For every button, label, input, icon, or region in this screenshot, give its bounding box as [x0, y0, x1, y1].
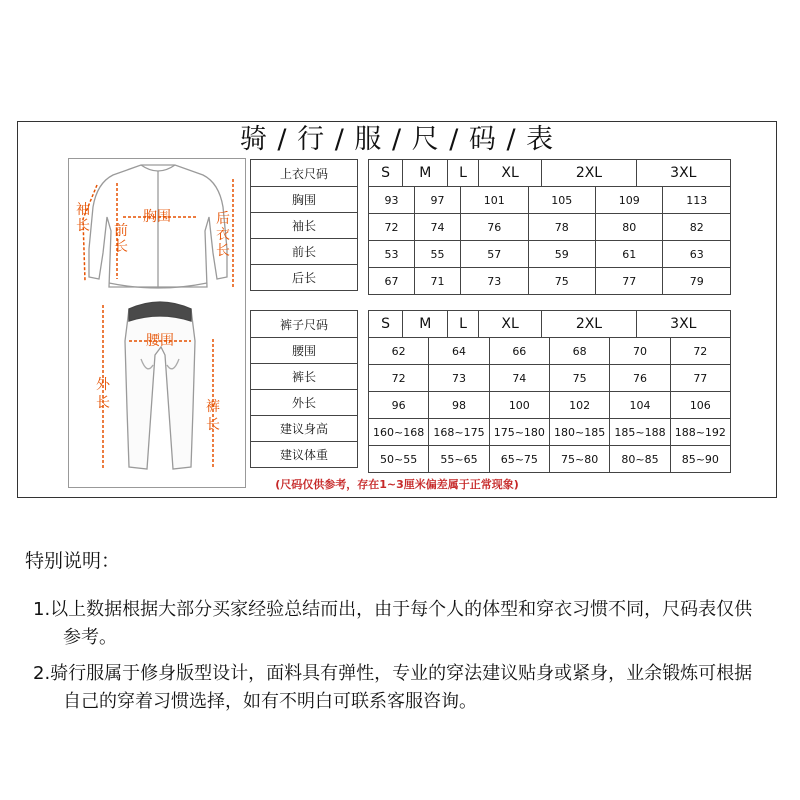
cell: 75: [528, 268, 595, 295]
top-size-l: L: [448, 160, 478, 187]
table-row: [369, 241, 731, 268]
top-label-table: [250, 159, 358, 291]
top-label-header: 上衣尺码: [251, 160, 358, 187]
cell: 180~185: [549, 419, 609, 446]
label-back-3: 长: [216, 242, 230, 258]
cell: 72: [369, 365, 429, 392]
garment-figure: [68, 158, 246, 488]
cell: 85~90: [670, 446, 730, 473]
notes-title: 特别说明：: [25, 550, 121, 572]
table-row: [369, 446, 731, 473]
top-size-header: [368, 159, 731, 187]
cell: 71: [415, 268, 461, 295]
cell: 72: [369, 214, 415, 241]
top-row-label: 后长: [251, 265, 358, 291]
bottom-row-label: 建议体重: [251, 442, 358, 468]
cell: 76: [461, 214, 528, 241]
label-outer-2: 长: [96, 394, 110, 410]
size-chart-frame: [17, 121, 777, 498]
cell: 80~85: [610, 446, 670, 473]
table-row: [369, 187, 731, 214]
label-front-1: 前: [114, 222, 128, 238]
cell: 98: [429, 392, 489, 419]
cell: 160~168: [369, 419, 429, 446]
cell: 74: [415, 214, 461, 241]
bottom-size-m: M: [403, 311, 448, 338]
note-item: 1.以上数据根据大部分买家经验总结而出，由于每个人的体型和穿衣习惯不同，尺码表仅供参考。: [33, 599, 753, 648]
cell: 70: [610, 338, 670, 365]
bottom-size-2xl: 2XL: [542, 311, 636, 338]
jersey-drawing: [89, 165, 227, 288]
bottom-row-label: 裤长: [251, 364, 358, 390]
cell: 105: [528, 187, 595, 214]
top-size-3xl: 3XL: [636, 160, 730, 187]
cell: 72: [670, 338, 730, 365]
cell: 104: [610, 392, 670, 419]
bottom-size-l: L: [448, 311, 478, 338]
label-front-2: 长: [114, 238, 128, 254]
label-outer-1: 外: [96, 376, 110, 392]
cell: 57: [461, 241, 528, 268]
cell: 73: [461, 268, 528, 295]
bottom-size-xl: XL: [478, 311, 542, 338]
bottom-size-header: [368, 310, 731, 338]
bottom-size-3xl: 3XL: [636, 311, 730, 338]
cell: 100: [489, 392, 549, 419]
cell: 96: [369, 392, 429, 419]
top-size-m: M: [403, 160, 448, 187]
cell: 185~188: [610, 419, 670, 446]
cell: 68: [549, 338, 609, 365]
label-back-2: 衣: [216, 226, 230, 242]
cell: 97: [415, 187, 461, 214]
table-row: [369, 338, 731, 365]
bottom-row-label: 腰围: [251, 338, 358, 364]
cell: 55: [415, 241, 461, 268]
garment-illustration: [69, 159, 247, 489]
label-pants-2: 长: [206, 416, 220, 432]
table-row: [369, 392, 731, 419]
cell: 75: [549, 365, 609, 392]
cell: 78: [528, 214, 595, 241]
cell: 168~175: [429, 419, 489, 446]
top-row-label: 袖长: [251, 213, 358, 239]
cell: 175~180: [489, 419, 549, 446]
table-row: [369, 419, 731, 446]
cell: 77: [670, 365, 730, 392]
bottom-label-header: 裤子尺码: [251, 311, 358, 338]
notes-section: [25, 548, 765, 724]
cell: 106: [670, 392, 730, 419]
cell: 93: [369, 187, 415, 214]
top-row-label: 前长: [251, 239, 358, 265]
cell: 53: [369, 241, 415, 268]
disclaimer-text: (尺码仅供参考，存在1~3厘米偏差属于正常现象): [275, 478, 519, 491]
cell: 76: [610, 365, 670, 392]
note-item: 2.骑行服属于修身版型设计，面料具有弹性，专业的穿法建议贴身或紧身，业余锻炼可根据自己的穿着习惯选择，如有不明白可联系客服咨询。: [33, 663, 753, 712]
cell: 63: [663, 241, 731, 268]
cell: 65~75: [489, 446, 549, 473]
label-pants-1: 裤: [206, 398, 220, 414]
cell: 64: [429, 338, 489, 365]
top-size-2xl: 2XL: [542, 160, 636, 187]
cell: 67: [369, 268, 415, 295]
bottom-row-label: 建议身高: [251, 416, 358, 442]
cell: 55~65: [429, 446, 489, 473]
bottom-size-s: S: [369, 311, 403, 338]
cell: 101: [461, 187, 528, 214]
top-row-label: 胸围: [251, 187, 358, 213]
cell: 79: [663, 268, 731, 295]
cell: 66: [489, 338, 549, 365]
top-values-table: [368, 186, 731, 295]
cell: 80: [596, 214, 663, 241]
cell: 102: [549, 392, 609, 419]
bottom-label-table: [250, 310, 358, 468]
cell: 188~192: [670, 419, 730, 446]
label-sleeve-1: 袖: [76, 201, 90, 217]
cell: 75~80: [549, 446, 609, 473]
cell: 113: [663, 187, 731, 214]
top-size-s: S: [369, 160, 403, 187]
label-waist: 腰围: [146, 332, 174, 348]
pants-drawing: [125, 302, 195, 469]
bottom-row-label: 外长: [251, 390, 358, 416]
cell: 62: [369, 338, 429, 365]
label-sleeve-2: 长: [76, 217, 90, 233]
cell: 61: [596, 241, 663, 268]
cell: 109: [596, 187, 663, 214]
cell: 73: [429, 365, 489, 392]
table-row: [369, 214, 731, 241]
table-row: [369, 268, 731, 295]
cell: 59: [528, 241, 595, 268]
chart-title: 骑 / 行 / 服 / 尺 / 码 / 表: [239, 124, 555, 155]
label-chest: 胸围: [143, 208, 171, 224]
top-size-xl: XL: [478, 160, 542, 187]
cell: 74: [489, 365, 549, 392]
cell: 50~55: [369, 446, 429, 473]
table-row: [369, 365, 731, 392]
bottom-values-table: [368, 337, 731, 473]
cell: 77: [596, 268, 663, 295]
cell: 82: [663, 214, 731, 241]
label-back-1: 后: [216, 210, 230, 226]
